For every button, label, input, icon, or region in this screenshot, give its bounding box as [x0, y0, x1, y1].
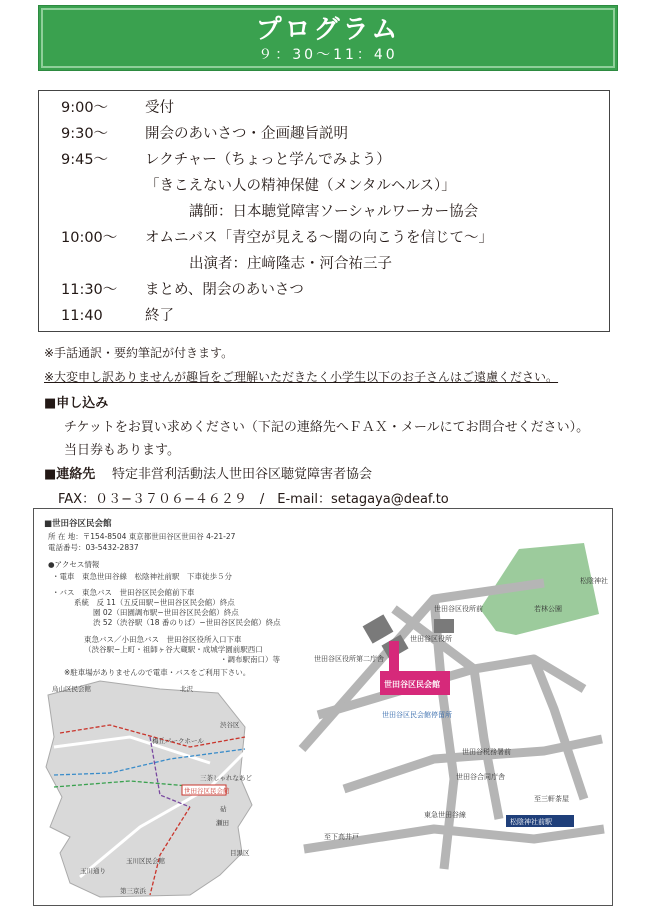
note-children: ※大変申し訳ありませんが趣旨をご理解いただきたく小学生以下のお子さんはご遠慮ください。 [44, 370, 559, 384]
area-label: 烏山区民会館 [52, 685, 91, 693]
area-label: 玉川区民会館 [126, 857, 165, 865]
bus-route: 東急バス／小田急バス 世田谷区役所入口下車 [84, 635, 242, 644]
venue-map-panel [33, 508, 613, 906]
venue-building [389, 641, 399, 671]
schedule-time: 11:30〜 [61, 282, 118, 298]
schedule-time: 9:30〜 [61, 126, 109, 142]
detail-map [284, 539, 612, 905]
bus-stop-label: 世田谷区民会館停留所 [382, 711, 452, 719]
bus-route: （渋谷駅−上町・祖師ヶ谷大蔵駅・成城学園前駅西口 [84, 645, 263, 654]
schedule-item: 受付 [145, 100, 174, 116]
contact-line: FAX：０３−３７０６−４６２９ / E-mail：setagaya@deaf.to [58, 492, 449, 507]
venue-address: 所 在 地：〒154-8504 東京都世田谷区世田谷 4-21-27 [48, 532, 236, 541]
program-time-range: ９：30〜11：40 [258, 47, 398, 63]
venue-title: ■世田谷区民会館 [44, 519, 112, 529]
venue-phone: 電話番号：03-5432-2837 [48, 543, 139, 552]
schedule-time: 10:00〜 [61, 230, 118, 246]
bus-route: 系統 反 11（五反田駅−世田谷区民会館）終点 [74, 598, 235, 607]
schedule-time: 11:40 [61, 308, 103, 324]
direction-label: 至下高井戸 [324, 833, 359, 841]
bus-stop-label: 世田谷税務署前 [462, 748, 511, 756]
area-label: 目黒区 [230, 849, 250, 857]
apply-note: 当日券もあります。 [64, 443, 180, 458]
program-schedule [38, 90, 610, 332]
area-label: 第三京浜 [120, 887, 146, 895]
contact-org: 特定非営利活動法人世田谷区聴覚障害者協会 [112, 467, 373, 482]
area-label: 砧 [220, 805, 227, 813]
schedule-time: 9:45〜 [61, 152, 109, 168]
lecturer: 講師：日本聴覚障害ソーシャルワーカー協会 [189, 204, 479, 220]
bus-route: 園 02（田園調布駅−世田谷区民会館）終点 [93, 608, 239, 617]
area-map [40, 677, 280, 903]
area-label: 瀬田 [216, 819, 229, 827]
area-label: 北沢 [180, 685, 193, 693]
schedule-item: 開会のあいさつ・企画趣旨説明 [145, 126, 348, 142]
office-label: 世田谷区役所 [410, 635, 452, 643]
area-label: 玉川通り [80, 867, 106, 875]
schedule-time: 9:00〜 [61, 100, 109, 116]
access-bus: ・バス 東急バス 世田谷区民会館前下車 [52, 588, 195, 597]
office-label: 世田谷合同庁舎 [456, 773, 505, 781]
schedule-item: レクチャー（ちょっと学んでみよう） [145, 152, 391, 168]
direction-label: 至三軒茶屋 [534, 795, 569, 803]
office-label: 世田谷区役所第二庁舎 [314, 655, 384, 663]
schedule-item: オムニバス「青空が見える〜闇の向こうを信じて〜」 [145, 230, 493, 246]
park-label: 若林公園 [534, 605, 562, 613]
parking-note: ※駐車場がありませんので電車・バスをご利用下さい。 [64, 668, 251, 677]
program-title: プログラム [255, 15, 401, 45]
performers: 出演者：庄﨑隆志・河合祐三子 [189, 256, 392, 272]
lecture-title: 「きこえない人の精神保健（メンタルヘルス）」 [145, 178, 456, 194]
venue-label: 世田谷区民会館 [384, 680, 440, 689]
area-label: 梅丘パークホール [152, 737, 204, 745]
note-interpretation: ※手話通訳・要約筆記が付きます。 [44, 346, 234, 360]
access-train: ・電車 東急世田谷線 松陰神社前駅 下車徒歩５分 [52, 572, 232, 581]
area-kaikan-label: 世田谷区民会館 [184, 787, 230, 795]
program-header [38, 5, 618, 71]
area-label: 三茶しゃれなあど [200, 774, 252, 782]
access-title: ●アクセス情報 [48, 560, 100, 569]
bus-stop-label: 世田谷区役所前 [434, 605, 483, 613]
schedule-item: 終了 [145, 308, 174, 324]
apply-text: チケットをお買い求めください（下記の連絡先へＦＡＸ・メールにてお問合せください）。 [64, 420, 590, 435]
line-label: 東急世田谷線 [424, 811, 466, 819]
area-label: 渋谷区 [220, 721, 240, 729]
bus-route: 渋 52（渋谷駅（18 番のりば）−世田谷区民会館）終点 [93, 618, 281, 627]
station-label: 松陰神社前駅 [510, 818, 552, 826]
apply-heading: ■申し込み [44, 396, 109, 411]
shrine-label: 松陰神社 [580, 577, 608, 585]
schedule-item: まとめ、閉会のあいさつ [145, 282, 304, 298]
contact-heading: ■連絡先 [44, 467, 96, 482]
bus-route: ・調布駅南口）等 [220, 655, 280, 664]
